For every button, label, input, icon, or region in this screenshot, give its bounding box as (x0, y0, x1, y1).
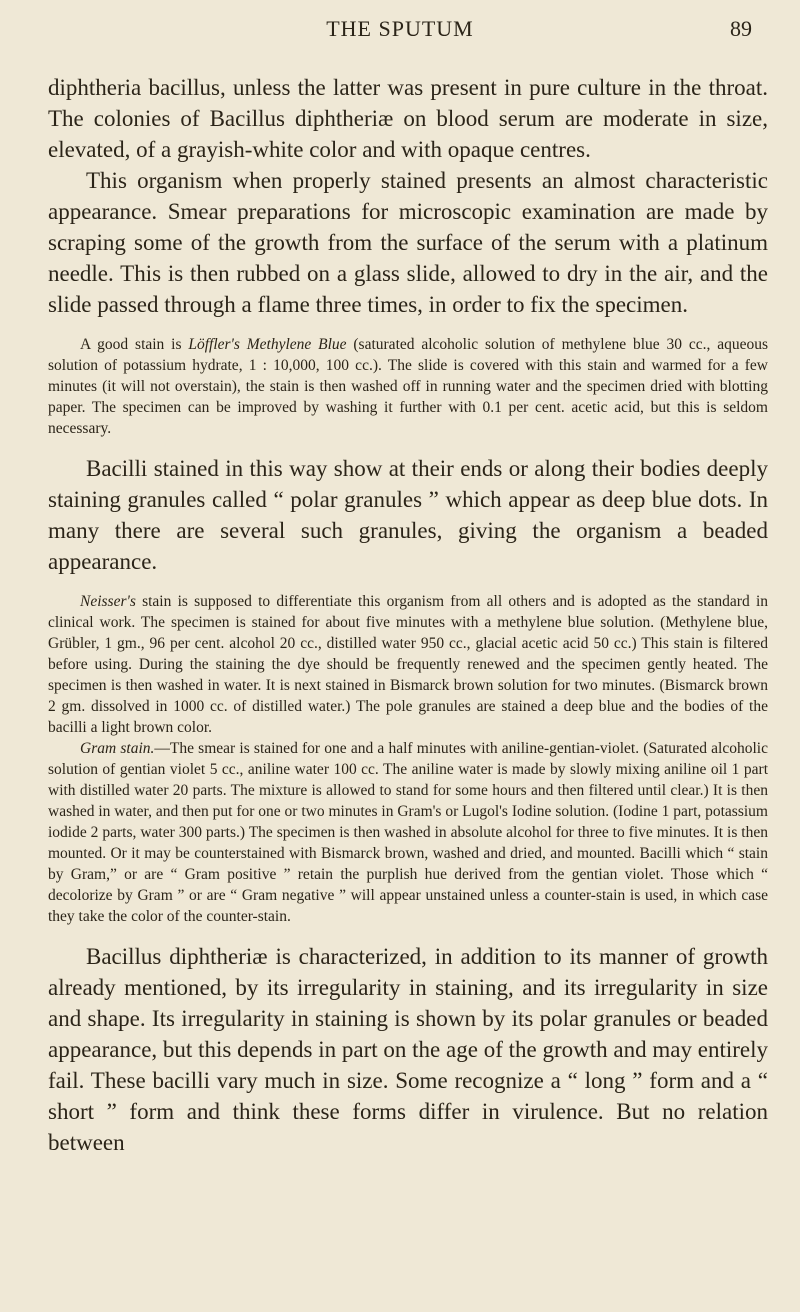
paragraph-5-rest: stain is supposed to differentiate this organism from all others and is adopted as the standard in clinical work. The specimen is stained for about five minutes with a methylene blue solution. (Methylene blue, Grübler, 1 gm., 96 per cent. alcohol 20 cc., distilled water 950 cc., glacial acetic acid 50 cc.) This stain is filtered before using. During the staining the dye should be frequently renewed and the specimen gently heated. The specimen is then washed in water. It is next stained in Bismarck brown solution for two minutes. (Bismarck brown 2 gm. dissolved in 1000 cc. of distilled water.) The pole granules are stained a deep blue and the bodies of the bacilli a light brown color. (48, 593, 768, 736)
paragraph-2: This organism when properly stained presents an almost characteristic appearance. Smear preparations for microscopic examination are made by scraping some of the growth from the surface of the serum with a platinum needle. This is then rubbed on a glass slide, allowed to dry in the air, and the slide passed through a flame three times, in order to fix the specimen. (48, 168, 768, 317)
running-head (48, 16, 752, 46)
text-block-5 (48, 941, 768, 1158)
text-block-2 (48, 334, 768, 439)
paragraph-4: Bacilli stained in this way show at their ends or along their bodies deeply staining granules called “ polar granules ” which appear as deep blue dots. In many there are several such granules, giving the organism a beaded appearance. (48, 456, 768, 574)
text-block-1 (48, 72, 768, 320)
running-head-title: THE SPUTUM (326, 16, 474, 41)
text-block-4 (48, 591, 768, 927)
paragraph-3 (48, 334, 768, 439)
neisser-stain-name: Neisser's (80, 593, 136, 610)
paragraph-3-lead: A good stain is (80, 336, 189, 353)
paragraph-6 (48, 738, 768, 927)
body-text (48, 72, 768, 1158)
paragraph-7: Bacillus diphtheriæ is characterized, in addition to its manner of growth already mentioned, by its irregularity in staining, and its irregularity in size and shape. Its irregularity in staining is shown by its polar granules or beaded appearance, but this depends in part on the age of the growth and may entirely fail. These bacilli vary much in size. Some recognize a “ long ” form and a “ short ” form and think these forms differ in virulence. But no relation between (48, 944, 768, 1155)
paragraph-3-rest: (saturated alcoholic solution of methylene blue 30 cc., aqueous solution of potassium hydrate, 1 : 10,000, 100 cc.). The slide is covered with this stain and warmed for a few minutes (it will not overstain), the stain is then washed off in running water and the specimen dried with blotting paper. The specimen can be improved by washing it further with 0.1 per cent. acetic acid, but this is seldom necessary. (48, 336, 769, 437)
paragraph-5 (48, 591, 768, 738)
text-block-3 (48, 453, 768, 577)
gram-stain-heading: Gram stain. (80, 740, 155, 757)
paragraph-1: diphtheria bacillus, unless the latter was present in pure culture in the throat. The colonies of Bacillus diphtheriæ on blood serum are moderate in size, elevated, of a grayish-white color and with opaque centres. (48, 75, 768, 162)
loeffler-stain-name: Löffler's Methylene Blue (188, 336, 347, 353)
page-number: 89 (730, 16, 752, 41)
paragraph-6-rest: —The smear is stained for one and a half minutes with aniline-gentian-violet. (Saturated alcoholic solution of gentian violet 5 cc., aniline water 100 cc. The aniline water is made by slowly mixing aniline oil 1 part with distilled water 20 parts. The mixture is allowed to stand for some hours and then filtered until clear.) It is then washed in water, and then put for one or two minutes in Gram's or Lugol's Iodine solution. (Iodine 1 part, potassium iodide 2 parts, water 300 parts.) The specimen is then washed in absolute alcohol for three to five minutes. It is then mounted. Or it may be counterstained with Bismarck brown, washed and dried, and mounted. Bacilli which “ stain by Gram,” or are “ Gram positive ” retain the purplish hue derived from the gentian violet. Those which “ decolorize by Gram ” or are “ Gram negative ” will appear unstained unless a counter-stain is used, in which case they take the color of the counter-stain. (48, 740, 768, 925)
